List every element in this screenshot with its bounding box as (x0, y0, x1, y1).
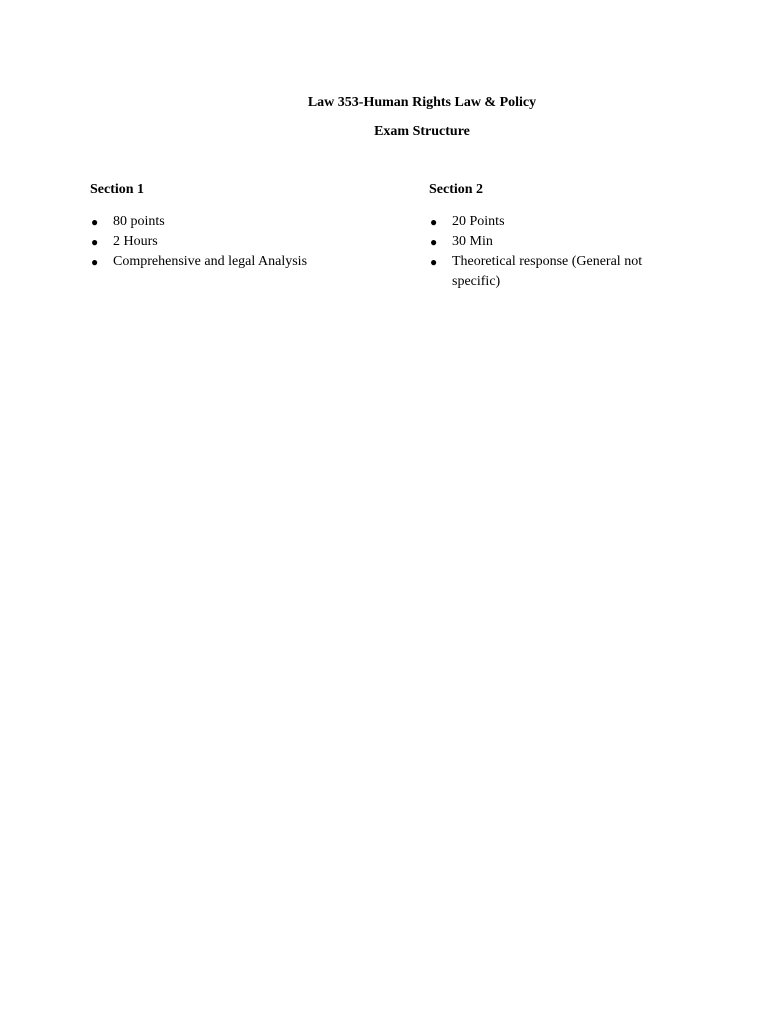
list-item-text: 30 Min (452, 234, 493, 249)
section-1 (90, 181, 390, 272)
list-item-text: Theoretical response (General not specific) (452, 254, 643, 289)
bullet-icon: ● (91, 235, 99, 249)
list-item (90, 232, 390, 252)
list-item-text: 80 points (113, 214, 165, 229)
bullet-icon: ● (430, 255, 438, 269)
list-item (90, 252, 390, 272)
list-item-text: 20 Points (452, 214, 505, 229)
list-item-text: 2 Hours (113, 234, 158, 249)
bullet-icon: ● (91, 215, 99, 229)
bullet-list (429, 212, 689, 292)
bullet-icon: ● (430, 235, 438, 249)
section-heading: Section 2 (429, 182, 484, 197)
list-item-text: Comprehensive and legal Analysis (113, 254, 308, 269)
section-heading: Section 1 (90, 182, 145, 197)
list-item (90, 212, 390, 232)
list-item (429, 232, 689, 252)
document-title: Law 353-Human Rights Law & Policy (307, 95, 537, 110)
section-2 (429, 181, 689, 292)
bullet-icon: ● (430, 215, 438, 229)
bullet-list (90, 212, 390, 272)
document-subtitle: Exam Structure (374, 124, 470, 139)
bullet-icon: ● (91, 255, 99, 269)
list-item (429, 212, 689, 232)
list-item (429, 252, 689, 292)
